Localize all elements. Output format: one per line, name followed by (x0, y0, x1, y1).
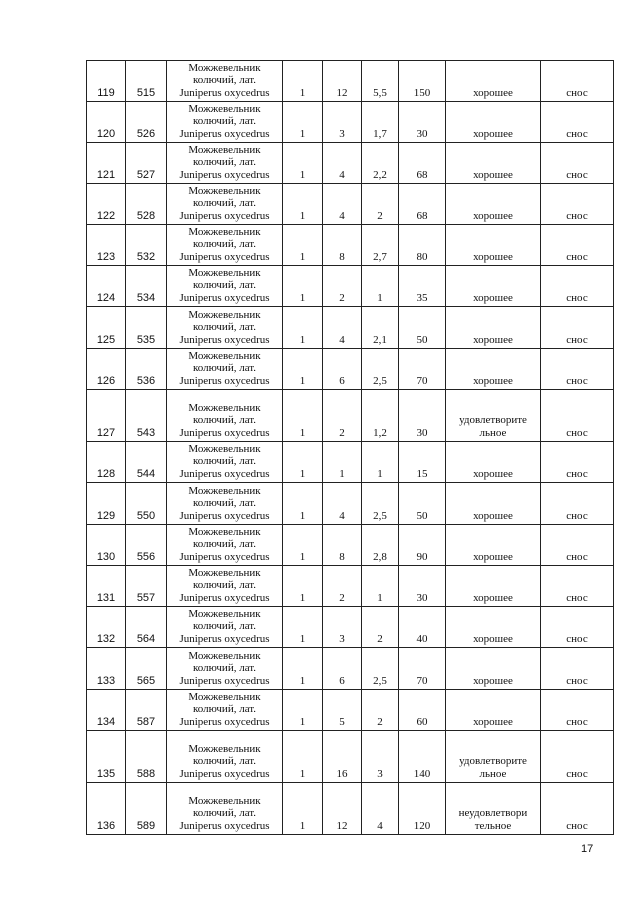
row-number-cell: 123 (87, 225, 126, 266)
quantity-cell: 1 (283, 184, 323, 225)
table-row (87, 566, 614, 607)
condition-cell: хорошее (446, 483, 541, 525)
species-line: колючий, лат. (192, 620, 257, 633)
species-line: Juniperus oxycedrus (179, 674, 270, 687)
table-row (87, 307, 614, 349)
diameter-cell: 1,2 (362, 390, 399, 442)
row-number-cell: 130 (87, 525, 126, 566)
action-cell: снос (541, 690, 614, 731)
action-cell: снос (541, 307, 614, 349)
quantity-cell: 1 (283, 266, 323, 307)
condition-cell: хорошее (446, 266, 541, 307)
species-cell (167, 607, 283, 648)
tree-code-cell: 534 (126, 266, 167, 307)
condition-cell: хорошее (446, 442, 541, 483)
table-row (87, 266, 614, 307)
species-line: Можжевельник (188, 485, 261, 498)
species-cell (167, 648, 283, 690)
quantity-cell: 1 (283, 143, 323, 184)
condition-cell: хорошее (446, 525, 541, 566)
condition-line: удовлетворите (459, 414, 527, 427)
crown-cell: 50 (399, 307, 446, 349)
species-line: Можжевельник (188, 608, 261, 621)
action-cell: снос (541, 61, 614, 102)
height-cell: 2 (323, 266, 362, 307)
species-cell (167, 143, 283, 184)
condition-cell: хорошее (446, 184, 541, 225)
species-line: Juniperus oxycedrus (179, 426, 270, 439)
diameter-cell: 2,1 (362, 307, 399, 349)
crown-cell: 70 (399, 349, 446, 390)
table-row (87, 143, 614, 184)
crown-cell: 15 (399, 442, 446, 483)
crown-cell: 30 (399, 566, 446, 607)
tree-code-cell: 536 (126, 349, 167, 390)
species-cell (167, 731, 283, 783)
quantity-cell: 1 (283, 390, 323, 442)
species-line: Можжевельник (188, 650, 261, 663)
action-cell: снос (541, 607, 614, 648)
diameter-cell: 2,7 (362, 225, 399, 266)
height-cell: 4 (323, 307, 362, 349)
diameter-cell: 2,5 (362, 483, 399, 525)
condition-cell: хорошее (446, 143, 541, 184)
condition-line: тельное (474, 819, 512, 832)
species-cell (167, 307, 283, 349)
crown-cell: 35 (399, 266, 446, 307)
table-row (87, 525, 614, 566)
crown-cell: 40 (399, 607, 446, 648)
condition-cell: хорошее (446, 307, 541, 349)
height-cell: 16 (323, 731, 362, 783)
row-number-cell: 120 (87, 102, 126, 143)
tree-code-cell: 515 (126, 61, 167, 102)
quantity-cell: 1 (283, 690, 323, 731)
diameter-cell: 2,2 (362, 143, 399, 184)
action-cell: снос (541, 225, 614, 266)
condition-cell: хорошее (446, 607, 541, 648)
species-line: Можжевельник (188, 795, 261, 808)
species-cell (167, 61, 283, 102)
diameter-cell: 4 (362, 783, 399, 835)
tree-code-cell: 565 (126, 648, 167, 690)
action-cell: снос (541, 102, 614, 143)
species-line: Можжевельник (188, 691, 261, 704)
table-row (87, 690, 614, 731)
diameter-cell: 1 (362, 266, 399, 307)
species-line: Juniperus oxycedrus (179, 509, 270, 522)
crown-cell: 60 (399, 690, 446, 731)
diameter-cell: 1 (362, 566, 399, 607)
quantity-cell: 1 (283, 607, 323, 648)
species-line: Juniperus oxycedrus (179, 374, 270, 387)
tree-code-cell: 528 (126, 184, 167, 225)
quantity-cell: 1 (283, 225, 323, 266)
condition-cell (446, 390, 541, 442)
species-line: колючий, лат. (192, 497, 257, 510)
tree-code-cell: 556 (126, 525, 167, 566)
row-number-cell: 125 (87, 307, 126, 349)
condition-cell: хорошее (446, 566, 541, 607)
tree-code-cell: 543 (126, 390, 167, 442)
row-number-cell: 122 (87, 184, 126, 225)
condition-line: неудовлетвори (458, 807, 528, 820)
species-line: колючий, лат. (192, 74, 257, 87)
species-line: Juniperus oxycedrus (179, 291, 270, 304)
species-line: Juniperus oxycedrus (179, 467, 270, 480)
species-line: колючий, лат. (192, 662, 257, 675)
species-cell (167, 266, 283, 307)
species-line: Juniperus oxycedrus (179, 767, 270, 780)
table-row (87, 783, 614, 835)
quantity-cell: 1 (283, 525, 323, 566)
species-cell (167, 566, 283, 607)
condition-cell: хорошее (446, 102, 541, 143)
crown-cell: 150 (399, 61, 446, 102)
table-row (87, 648, 614, 690)
species-line: колючий, лат. (192, 238, 257, 251)
height-cell: 1 (323, 442, 362, 483)
species-line: Можжевельник (188, 743, 261, 756)
species-line: Juniperus oxycedrus (179, 632, 270, 645)
action-cell: снос (541, 783, 614, 835)
crown-cell: 120 (399, 783, 446, 835)
species-cell (167, 102, 283, 143)
action-cell: снос (541, 184, 614, 225)
species-cell (167, 525, 283, 566)
height-cell: 4 (323, 483, 362, 525)
tree-code-cell: 589 (126, 783, 167, 835)
species-cell (167, 225, 283, 266)
tree-code-cell: 550 (126, 483, 167, 525)
action-cell: снос (541, 525, 614, 566)
crown-cell: 90 (399, 525, 446, 566)
diameter-cell: 3 (362, 731, 399, 783)
row-number-cell: 132 (87, 607, 126, 648)
species-line: колючий, лат. (192, 414, 257, 427)
action-cell: снос (541, 390, 614, 442)
species-line: Можжевельник (188, 144, 261, 157)
condition-cell: хорошее (446, 225, 541, 266)
species-line: колючий, лат. (192, 156, 257, 169)
species-line: колючий, лат. (192, 538, 257, 551)
species-line: колючий, лат. (192, 579, 257, 592)
species-line: Можжевельник (188, 309, 261, 322)
diameter-cell: 2,5 (362, 349, 399, 390)
row-number-cell: 126 (87, 349, 126, 390)
tree-code-cell: 564 (126, 607, 167, 648)
quantity-cell: 1 (283, 783, 323, 835)
tree-code-cell: 526 (126, 102, 167, 143)
species-line: колючий, лат. (192, 755, 257, 768)
table-row (87, 225, 614, 266)
quantity-cell: 1 (283, 102, 323, 143)
species-line: Juniperus oxycedrus (179, 819, 270, 832)
action-cell: снос (541, 566, 614, 607)
condition-line: льное (479, 767, 507, 780)
height-cell: 6 (323, 648, 362, 690)
condition-cell: хорошее (446, 690, 541, 731)
table-row (87, 61, 614, 102)
condition-cell: хорошее (446, 648, 541, 690)
species-cell (167, 390, 283, 442)
species-line: Можжевельник (188, 526, 261, 539)
table-row (87, 349, 614, 390)
species-line: колючий, лат. (192, 115, 257, 128)
diameter-cell: 1 (362, 442, 399, 483)
species-line: колючий, лат. (192, 455, 257, 468)
species-line: Juniperus oxycedrus (179, 250, 270, 263)
crown-cell: 70 (399, 648, 446, 690)
row-number-cell: 135 (87, 731, 126, 783)
species-line: колючий, лат. (192, 807, 257, 820)
tree-code-cell: 557 (126, 566, 167, 607)
species-cell (167, 483, 283, 525)
row-number-cell: 133 (87, 648, 126, 690)
crown-cell: 30 (399, 102, 446, 143)
tree-code-cell: 588 (126, 731, 167, 783)
condition-line: удовлетворите (459, 755, 527, 768)
species-line: Можжевельник (188, 103, 261, 116)
crown-cell: 68 (399, 184, 446, 225)
species-line: колючий, лат. (192, 279, 257, 292)
height-cell: 12 (323, 783, 362, 835)
height-cell: 2 (323, 390, 362, 442)
condition-cell: хорошее (446, 61, 541, 102)
tree-code-cell: 587 (126, 690, 167, 731)
height-cell: 3 (323, 607, 362, 648)
tree-code-cell: 527 (126, 143, 167, 184)
species-line: колючий, лат. (192, 703, 257, 716)
quantity-cell: 1 (283, 307, 323, 349)
crown-cell: 50 (399, 483, 446, 525)
quantity-cell: 1 (283, 566, 323, 607)
condition-cell: хорошее (446, 349, 541, 390)
species-line: Можжевельник (188, 226, 261, 239)
quantity-cell: 1 (283, 349, 323, 390)
species-line: Juniperus oxycedrus (179, 127, 270, 140)
table-row (87, 607, 614, 648)
species-line: колючий, лат. (192, 362, 257, 375)
species-line: Juniperus oxycedrus (179, 209, 270, 222)
quantity-cell: 1 (283, 483, 323, 525)
species-line: Можжевельник (188, 567, 261, 580)
diameter-cell: 1,7 (362, 102, 399, 143)
height-cell: 4 (323, 184, 362, 225)
row-number-cell: 121 (87, 143, 126, 184)
height-cell: 2 (323, 566, 362, 607)
height-cell: 12 (323, 61, 362, 102)
table-row (87, 483, 614, 525)
species-line: Juniperus oxycedrus (179, 550, 270, 563)
crown-cell: 80 (399, 225, 446, 266)
species-cell (167, 783, 283, 835)
row-number-cell: 127 (87, 390, 126, 442)
row-number-cell: 128 (87, 442, 126, 483)
height-cell: 6 (323, 349, 362, 390)
crown-cell: 140 (399, 731, 446, 783)
species-line: Juniperus oxycedrus (179, 333, 270, 346)
row-number-cell: 129 (87, 483, 126, 525)
species-cell (167, 349, 283, 390)
species-cell (167, 184, 283, 225)
species-line: колючий, лат. (192, 197, 257, 210)
species-line: Можжевельник (188, 267, 261, 280)
tree-code-cell: 544 (126, 442, 167, 483)
crown-cell: 30 (399, 390, 446, 442)
species-line: Можжевельник (188, 185, 261, 198)
species-cell (167, 442, 283, 483)
diameter-cell: 2,8 (362, 525, 399, 566)
species-line: Можжевельник (188, 402, 261, 415)
action-cell: снос (541, 266, 614, 307)
action-cell: снос (541, 483, 614, 525)
table-row (87, 442, 614, 483)
diameter-cell: 5,5 (362, 61, 399, 102)
table-row (87, 731, 614, 783)
quantity-cell: 1 (283, 648, 323, 690)
tree-code-cell: 535 (126, 307, 167, 349)
action-cell: снос (541, 648, 614, 690)
page-number: 17 (581, 843, 594, 855)
row-number-cell: 119 (87, 61, 126, 102)
species-line: Можжевельник (188, 62, 261, 75)
condition-cell (446, 783, 541, 835)
table-body (87, 61, 614, 835)
height-cell: 8 (323, 525, 362, 566)
species-line: Можжевельник (188, 350, 261, 363)
table-row (87, 102, 614, 143)
species-line: колючий, лат. (192, 321, 257, 334)
action-cell: снос (541, 442, 614, 483)
height-cell: 4 (323, 143, 362, 184)
tree-code-cell: 532 (126, 225, 167, 266)
row-number-cell: 131 (87, 566, 126, 607)
condition-line: льное (479, 426, 507, 439)
height-cell: 8 (323, 225, 362, 266)
species-line: Juniperus oxycedrus (179, 591, 270, 604)
condition-cell (446, 731, 541, 783)
action-cell: снос (541, 731, 614, 783)
action-cell: снос (541, 349, 614, 390)
diameter-cell: 2 (362, 607, 399, 648)
quantity-cell: 1 (283, 731, 323, 783)
species-line: Juniperus oxycedrus (179, 86, 270, 99)
quantity-cell: 1 (283, 442, 323, 483)
action-cell: снос (541, 143, 614, 184)
height-cell: 5 (323, 690, 362, 731)
diameter-cell: 2 (362, 690, 399, 731)
species-line: Juniperus oxycedrus (179, 715, 270, 728)
quantity-cell: 1 (283, 61, 323, 102)
crown-cell: 68 (399, 143, 446, 184)
species-line: Juniperus oxycedrus (179, 168, 270, 181)
species-line: Можжевельник (188, 443, 261, 456)
species-cell (167, 690, 283, 731)
table-row (87, 390, 614, 442)
row-number-cell: 136 (87, 783, 126, 835)
diameter-cell: 2,5 (362, 648, 399, 690)
inventory-table (86, 60, 614, 835)
diameter-cell: 2 (362, 184, 399, 225)
row-number-cell: 134 (87, 690, 126, 731)
table-row (87, 184, 614, 225)
height-cell: 3 (323, 102, 362, 143)
row-number-cell: 124 (87, 266, 126, 307)
